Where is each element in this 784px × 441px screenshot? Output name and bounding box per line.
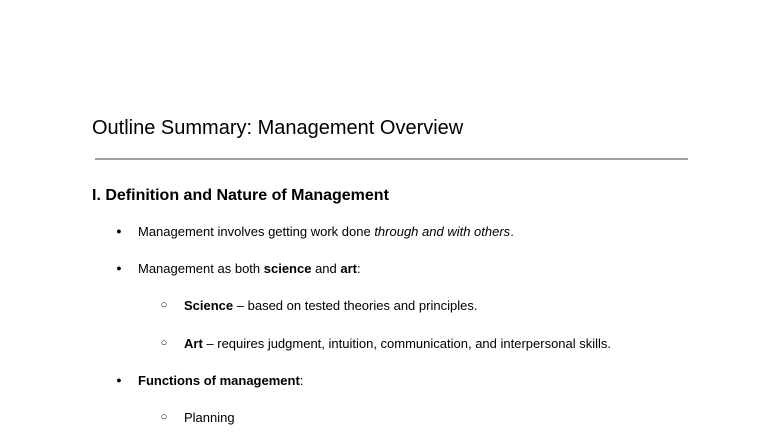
text-segment: and [311,261,341,276]
text-segment: – requires judgment, intuition, communication, and interpersonal skills. [202,336,612,351]
circle-bullet-marker: ○ [160,337,168,349]
sub-list-item-text [184,335,611,352]
section-heading: I. Definition and Nature of Management [92,187,389,204]
bullet-marker: ● [116,375,122,385]
bold-term: Science [184,298,234,313]
bold-term: Art [184,336,203,351]
text-segment: : [357,261,361,276]
bullet-marker: ● [116,226,122,236]
sub-list-item-text [184,297,477,314]
bold-term: science [263,261,312,276]
list-item-text [138,223,514,240]
sub-list-item-text: Planning [184,410,235,425]
text-segment: Management involves getting work done [138,224,375,239]
bold-term: art [340,261,357,276]
bold-term: Functions of management [138,373,300,388]
horizontal-rule [95,158,688,160]
circle-bullet-marker: ○ [160,411,168,423]
document-title: Outline Summary: Management Overview [92,117,464,139]
list-item-text [138,372,303,389]
text-segment: . [510,224,514,239]
text-segment: : [299,373,304,388]
bullet-marker: ● [116,263,122,273]
list-item-text [138,260,361,277]
text-segment: Management as both [138,261,264,276]
text-segment: – based on tested theories and principles. [233,298,478,313]
emphasis-text: through and with others [374,224,511,239]
circle-bullet-marker: ○ [160,299,168,311]
